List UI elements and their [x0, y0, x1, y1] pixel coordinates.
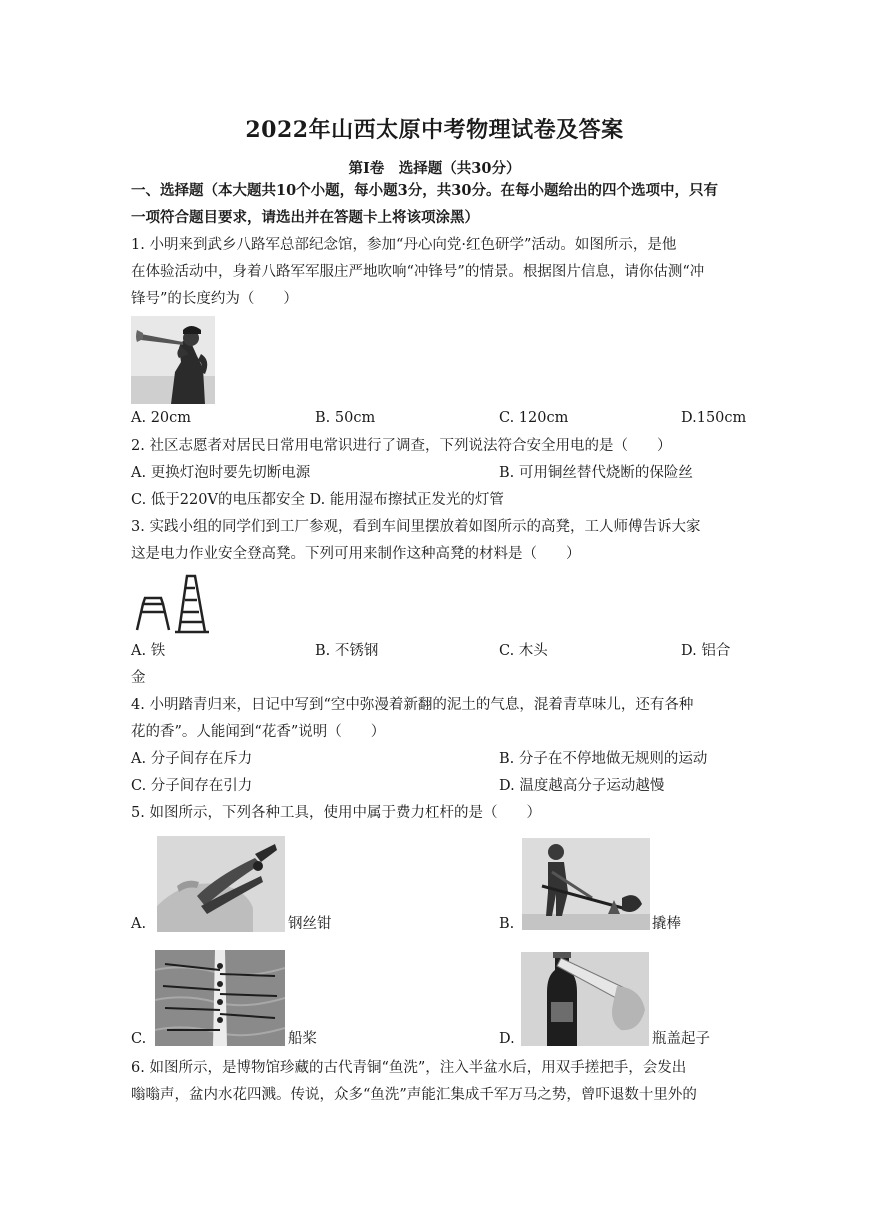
- q5-option-d-letter: D.: [499, 1031, 515, 1047]
- bottle-opener-photo: [521, 952, 649, 1046]
- q4-option-a: A. 分子间存在斥力: [131, 751, 253, 767]
- q4-stem-line-2: 花的香”。人能闻到“花香”说明（ ）: [131, 724, 386, 740]
- q3-stem-line-1: 3. 实践小组的同学们到工厂参观，看到车间里摆放着如图所示的高凳，工人师傅告诉大家: [131, 519, 701, 535]
- q3-option-d-wrap: 金: [131, 670, 146, 686]
- q5-option-b-label: 撬棒: [652, 916, 681, 932]
- q5-option-c-label: 船桨: [288, 1031, 317, 1047]
- q4-option-d: D. 温度越高分子运动越慢: [499, 778, 665, 794]
- q2-option-b: B. 可用铜丝替代烧断的保险丝: [499, 465, 693, 481]
- page-title: 2022年山西太原中考物理试卷及答案: [245, 117, 624, 143]
- q1-option-d: D.150cm: [681, 410, 747, 426]
- rowing-boat-photo: [155, 950, 285, 1046]
- section-instructions-line-2: 一项符合题目要求，请选出并在答题卡上将该项涂黑）: [131, 209, 479, 226]
- q5-option-b-letter: B.: [499, 916, 515, 932]
- q4-option-b: B. 分子在不停地做无规则的运动: [499, 751, 708, 767]
- section-instructions-line-1: 一、选择题（本大题共10个小题，每小题3分，共30分。在每小题给出的四个选项中，只有: [131, 182, 718, 199]
- q1-stem-line-3: 锋号”的长度约为（ ）: [131, 291, 298, 307]
- q6-stem-line-1: 6. 如图所示，是博物馆珍藏的古代青铜“鱼洗”，注入半盆水后，用双手搓把手，会发出: [131, 1060, 687, 1076]
- q1-stem-line-2: 在体验活动中，身着八路军军服庄严地吹响“冲锋号”的情景。根据图片信息，请你估测“冲: [131, 264, 705, 280]
- q1-option-b: B. 50cm: [315, 410, 376, 426]
- bugler-photo: [131, 316, 215, 404]
- q5-option-c-letter: C.: [131, 1031, 147, 1047]
- q3-stem-line-2: 这是电力作业安全登高凳。下列可用来制作这种高凳的材料是（ ）: [131, 546, 581, 562]
- pliers-photo: [157, 836, 285, 932]
- q2-option-a: A. 更换灯泡时要先切断电源: [131, 465, 311, 481]
- crowbar-photo: [522, 838, 650, 930]
- q1-option-c: C. 120cm: [499, 410, 569, 426]
- q5-stem: 5. 如图所示，下列各种工具，使用中属于费力杠杆的是（ ）: [131, 805, 541, 821]
- q4-option-c: C. 分子间存在引力: [131, 778, 253, 794]
- q2-option-c-d: C. 低于220V的电压都安全 D. 能用湿布擦拭正发光的灯管: [131, 492, 504, 508]
- q5-option-a-letter: A.: [131, 916, 147, 932]
- q4-stem-line-1: 4. 小明踏青归来，日记中写到“空中弥漫着新翻的泥土的气息，混着青草味儿，还有各种: [131, 697, 694, 713]
- q3-option-b: B. 不锈钢: [315, 643, 379, 659]
- q1-stem-line-1: 1. 小明来到武乡八路军总部纪念馆，参加“丹心向党·红色研学”活动。如图所示，是他: [131, 237, 677, 253]
- q2-stem: 2. 社区志愿者对居民日常用电常识进行了调查，下列说法符合安全用电的是（ ）: [131, 438, 672, 454]
- q6-stem-line-2: 嗡嗡声，盆内水花四溅。传说，众多“鱼洗”声能汇集成千军万马之势，曾吓退数十里外的: [131, 1087, 697, 1103]
- section-subtitle: 第Ⅰ卷 选择题（共30分）: [348, 160, 521, 177]
- q3-option-c: C. 木头: [499, 643, 548, 659]
- safety-stool-figure: [131, 572, 211, 634]
- q3-option-d: D. 铝合: [681, 643, 731, 659]
- q5-option-d-label: 瓶盖起子: [652, 1031, 710, 1047]
- q5-option-a-label: 钢丝钳: [288, 916, 332, 932]
- q1-option-a: A. 20cm: [131, 410, 192, 426]
- q3-option-a: A. 铁: [131, 643, 166, 659]
